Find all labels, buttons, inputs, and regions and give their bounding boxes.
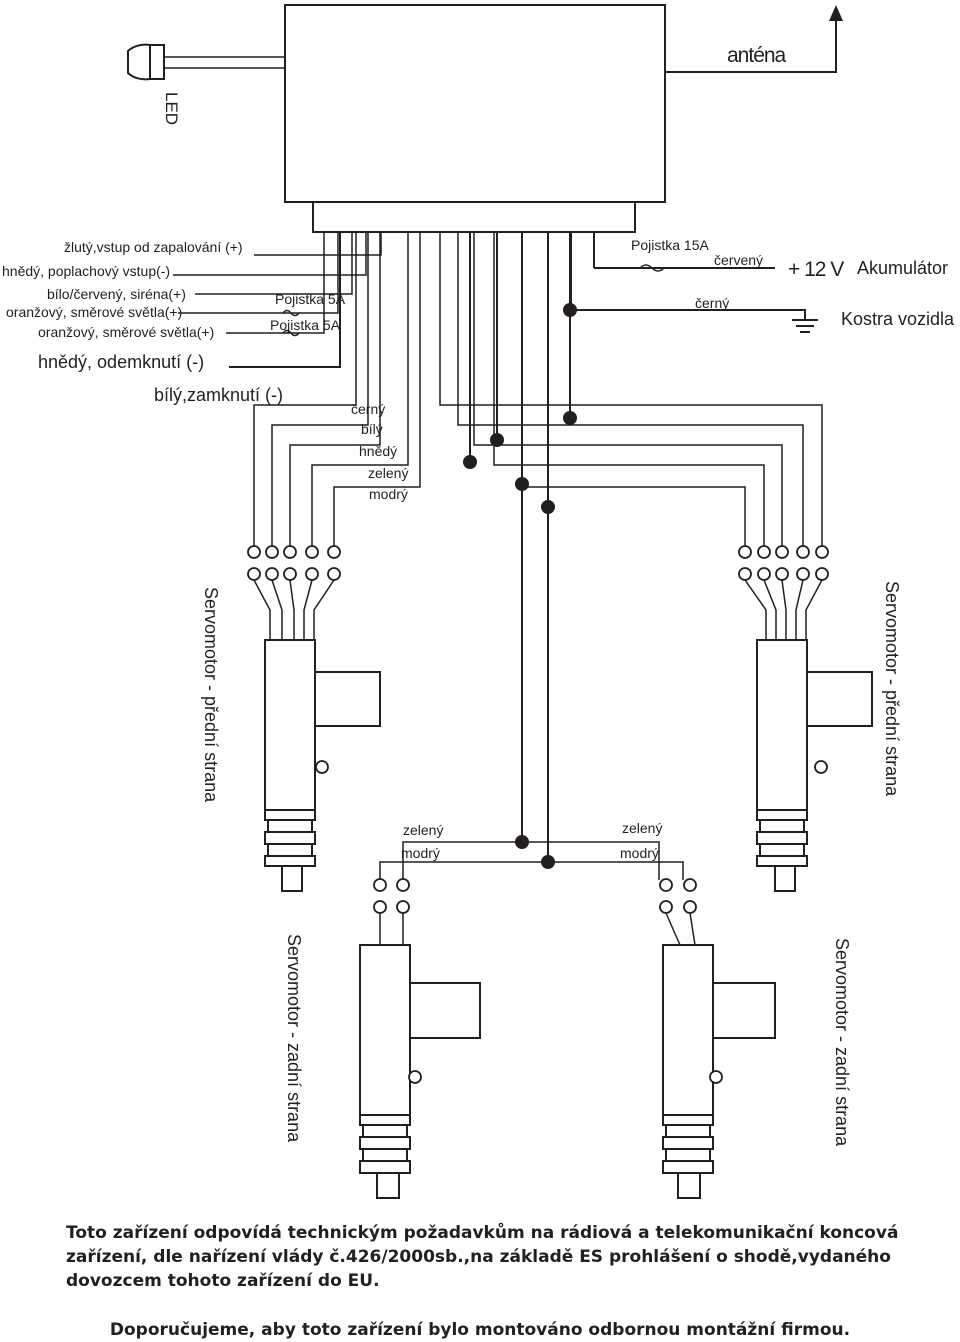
label-wire-lock: bílý,zamknutí (-) bbox=[154, 385, 284, 405]
label-harness-blue: modrý bbox=[369, 486, 408, 502]
label-wire-ignition: žlutý,vstup od zapalování (+) bbox=[64, 239, 243, 255]
label-pojistka15: Pojistka 15A bbox=[631, 237, 709, 253]
label-servo-rear-left: Servomotor - zadní strana bbox=[284, 934, 304, 1143]
junction-dot bbox=[515, 477, 529, 491]
label-wire-unlock: hnědý, odemknutí (-) bbox=[38, 352, 205, 372]
label-akumulator: Akumulátor bbox=[857, 258, 949, 278]
label-kostra: Kostra vozidla bbox=[841, 309, 955, 329]
junction-dot bbox=[563, 411, 577, 425]
power-wires bbox=[571, 265, 805, 320]
label-right-blue: modrý bbox=[620, 845, 659, 861]
label-left-blue: modrý bbox=[401, 845, 440, 861]
label-pojistka5a-2: Pojistka 5A bbox=[270, 317, 341, 333]
label-cerveny: červený bbox=[714, 252, 764, 268]
trunk-wires bbox=[463, 232, 594, 869]
junction-dot bbox=[463, 455, 477, 469]
label-servo-front-left: Servomotor - přední strana bbox=[201, 587, 221, 803]
label-wire-lights2: oranžový, směrové světla(+) bbox=[38, 324, 215, 340]
antenna-label: anténa bbox=[727, 44, 786, 67]
junction-dot bbox=[490, 433, 504, 447]
label-right-green: zelený bbox=[622, 820, 663, 836]
label-harness-green: zelený bbox=[368, 465, 409, 481]
led-label: LED bbox=[162, 92, 181, 126]
label-servo-front-right: Servomotor - přední strana bbox=[882, 581, 902, 797]
label-harness-brown: hnědý bbox=[359, 443, 398, 459]
installation-recommendation: Doporučujeme, aby toto zařízení bylo montováno odbornou montážní firmou. bbox=[109, 1320, 851, 1340]
led-icon bbox=[128, 45, 284, 80]
label-pojistka5a-1: Pojistka 5A bbox=[275, 291, 346, 307]
control-unit-box bbox=[285, 5, 665, 202]
label-harness-black: černý bbox=[351, 401, 386, 417]
servo-rear-left bbox=[360, 879, 480, 1198]
ground-icon bbox=[792, 320, 818, 332]
control-unit-connector bbox=[313, 202, 635, 232]
label-harness-white: bílý bbox=[361, 421, 383, 437]
servo-front-left bbox=[248, 546, 380, 891]
label-wire-lights1: oranžový, směrové světla(+) bbox=[6, 304, 183, 320]
label-plus12v: + 12 V bbox=[788, 258, 844, 281]
label-servo-rear-right: Servomotor - zadní strana bbox=[832, 938, 852, 1147]
servo-rear-right bbox=[660, 879, 775, 1198]
servo-front-right bbox=[739, 546, 872, 891]
label-left-green: zelený bbox=[403, 822, 444, 838]
label-cerny-top: černý bbox=[695, 295, 730, 311]
label-wire-alarm-in: hnědý, poplachový vstup(-) bbox=[2, 263, 171, 279]
label-wire-siren: bílo/červený, siréna(+) bbox=[47, 286, 186, 302]
junction-dot bbox=[541, 500, 555, 514]
compliance-notice: Toto zařízení odpovídá technickým požadavkům na rádiová a telekomunikační koncová zařízení, dle nařízení vlády č.426/2000sb.,na základě ES prohlášení o shodě,vydaného dovozcem tohoto zařízení do EU. bbox=[66, 1223, 899, 1291]
